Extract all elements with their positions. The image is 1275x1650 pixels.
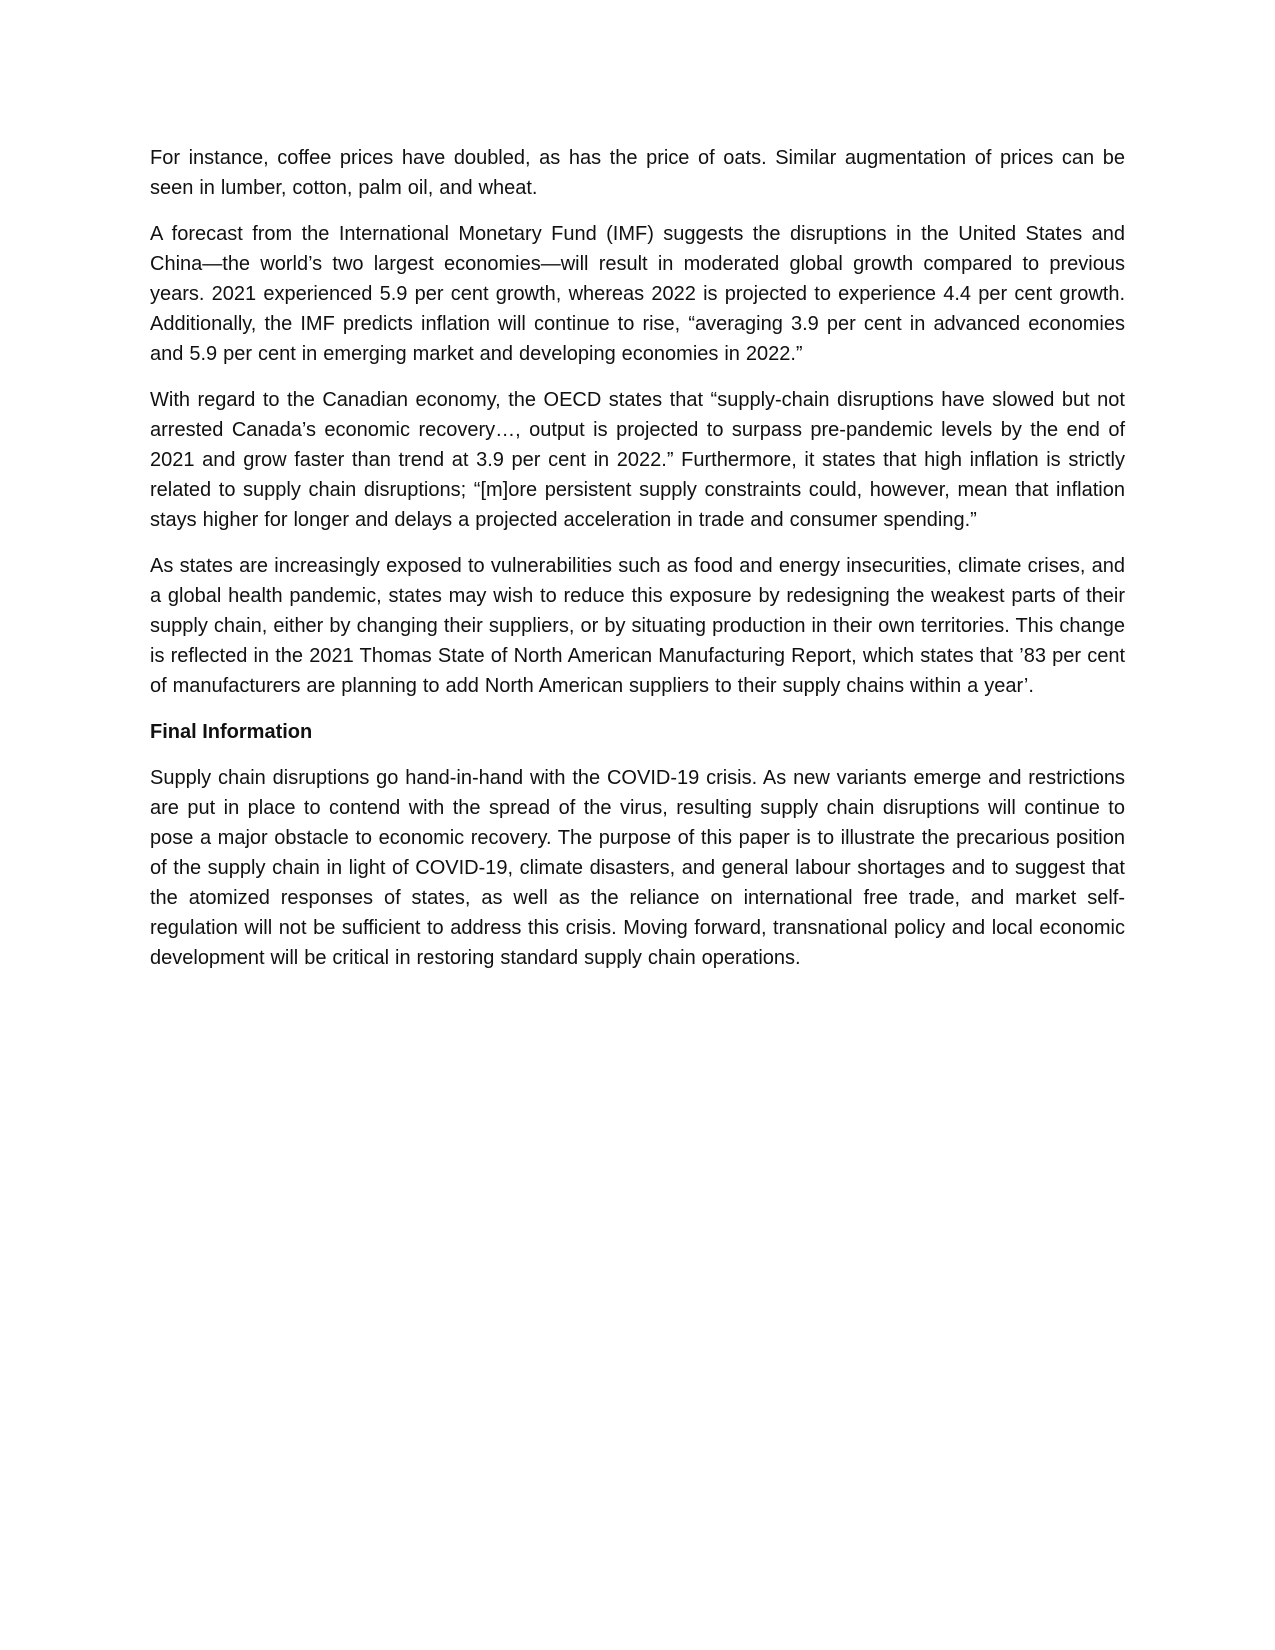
- paragraph-imf-forecast: A forecast from the International Monetary Fund (IMF) suggests the disruptions in the United States and China—the world’s two largest economies—will result in moderated global growth compared to previous years. 2021 experienced 5.9 per cent growth, whereas 2022 is projected to experience 4.4 per cent growth. Additionally, the IMF predicts inflation will continue to rise, “averaging 3.9 per cent in advanced economies and 5.9 per cent in emerging market and developing economies in 2022.”: [150, 223, 1125, 365]
- paragraph-state-vulnerabilities: As states are increasingly exposed to vulnerabilities such as food and energy insecurities, climate crises, and a global health pandemic, states may wish to reduce this exposure by redesigning the weakest parts of their supply chain, either by changing their suppliers, or by situating production in their own territories. This change is reflected in the 2021 Thomas State of North American Manufacturing Report, which states that ’83 per cent of manufacturers are planning to add North American suppliers to their supply chains within a year’.: [150, 555, 1125, 697]
- paragraph-oecd-canada: With regard to the Canadian economy, the OECD states that “supply-chain disruptions have slowed but not arrested Canada’s economic recovery…, output is projected to surpass pre-pandemic levels by the end of 2021 and grow faster than trend at 3.9 per cent in 2022.” Furthermore, it states that high inflation is strictly related to supply chain disruptions; “[m]ore persistent supply constraints could, however, mean that inflation stays higher for longer and delays a projected acceleration in trade and consumer spending.”: [150, 389, 1125, 531]
- document-text-body: [150, 143, 1125, 973]
- paragraph-conclusion: Supply chain disruptions go hand-in-hand with the COVID-19 crisis. As new variants emerge and restrictions are put in place to contend with the spread of the virus, resulting supply chain disruptions will continue to pose a major obstacle to economic recovery. The purpose of this paper is to illustrate the precarious position of the supply chain in light of COVID-19, climate disasters, and general labour shortages and to suggest that the atomized responses of states, as well as the reliance on international free trade, and market self-regulation will not be sufficient to address this crisis. Moving forward, transnational policy and local economic development will be critical in restoring standard supply chain operations.: [150, 767, 1125, 969]
- paragraph-commodity-prices: For instance, coffee prices have doubled, as has the price of oats. Similar augmentation of prices can be seen in lumber, cotton, palm oil, and wheat.: [150, 147, 1125, 199]
- section-heading-final-information: Final Information: [150, 721, 313, 743]
